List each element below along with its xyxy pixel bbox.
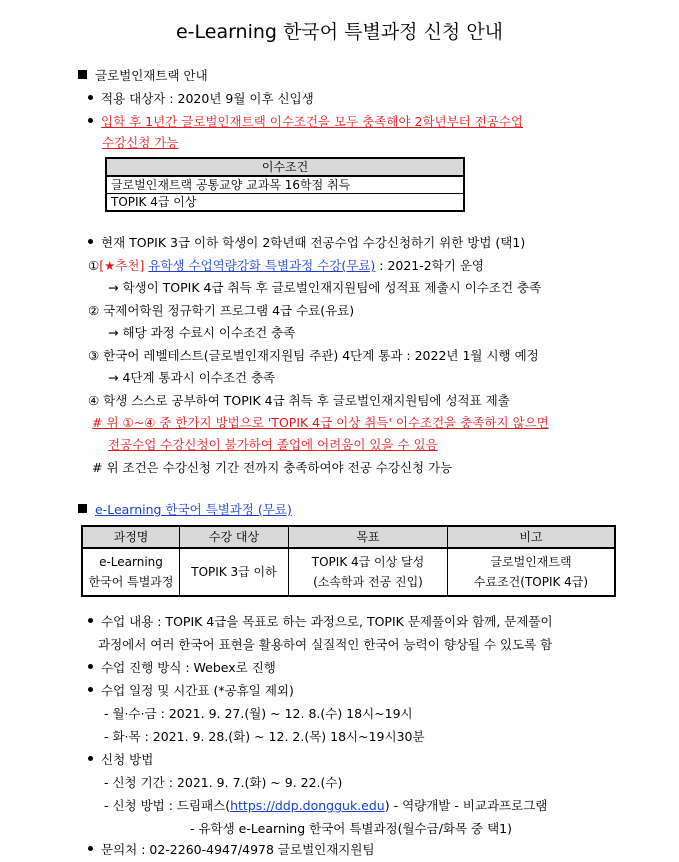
dreampath-link[interactable]: https://ddp.dongguk.edu xyxy=(230,798,385,813)
remark-line-1: 글로벌인재트랙 xyxy=(490,555,572,569)
course-name-1: e-Learning xyxy=(99,555,163,569)
apply-method-line-2: - 유학생 e-Learning 한국어 특별과정(월수금/화목 중 택1) xyxy=(190,821,513,836)
remark-cell xyxy=(448,548,616,596)
notice-text-1: 입학 후 1년간 글로벌인재트랙 이수조건을 모두 충족해야 2학년부터 전공수업 xyxy=(101,114,524,129)
warning-line-2: 전공수업 수강신청이 불가하여 졸업에 어려움이 있을 수 있음 xyxy=(108,437,438,452)
method-3: ③ 한국어 레벨테스트(글로벌인재지원팀 주관) 4단계 통과 : 2022년 1월 시행 예정 xyxy=(88,348,539,363)
method-text: 수업 진행 방식 : Webex로 진행 xyxy=(101,660,276,675)
bullet-icon xyxy=(88,664,93,669)
apply-method-suffix: ) - 역량개발 - 비교과프로그램 xyxy=(384,798,548,813)
content-line-2: 과정에서 여러 한국어 표현을 활용하여 실질적인 한국어 능력이 향상될 수 있도록 함 xyxy=(98,637,553,652)
bullet-icon xyxy=(88,95,93,100)
section2-heading-text: e-Learning 한국어 특별과정 (무료) xyxy=(95,502,292,517)
method-2-sub: → 해당 과정 수료시 이수조건 충족 xyxy=(108,325,296,340)
apply-period: - 신청 기간 : 2021. 9. 7.(화) ~ 9. 22.(수) xyxy=(104,775,343,790)
content-line-1 xyxy=(88,613,553,631)
recommend-tag: [★추천] xyxy=(99,258,145,273)
section1-heading xyxy=(78,67,208,85)
goal-line-1: TOPIK 4급 이상 달성 xyxy=(311,555,425,569)
contact-line xyxy=(88,841,375,859)
target-text: 적용 대상자 : 2020년 9월 이후 신입생 xyxy=(101,91,314,106)
course-header: 과정명 xyxy=(82,526,180,548)
warning-line-1: # 위 ①~④ 중 한가지 방법으로 'TOPIK 4급 이상 취득' 이수조건을 충족하지 않으면 xyxy=(92,415,549,430)
bullet-icon xyxy=(88,687,93,692)
goal-cell xyxy=(289,548,448,596)
method-1-sub: → 학생이 TOPIK 4급 취득 후 글로벌인재지원팀에 성적표 제출시 이수조건 충족 xyxy=(108,280,542,295)
bullet-icon xyxy=(88,118,93,123)
remark-header: 비고 xyxy=(448,526,616,548)
apply-title xyxy=(88,751,153,769)
goal-header: 목표 xyxy=(289,526,448,548)
method-3-sub: → 4단계 통과시 이수조건 충족 xyxy=(108,370,276,385)
schedule-line-1: - 월·수·금 : 2021. 9. 27.(월) ~ 12. 8.(수) 18시~19시 xyxy=(104,706,413,721)
remark-line-2: 수료조건(TOPIK 4급) xyxy=(473,575,589,589)
content-text-1: 수업 내용 : TOPIK 4급을 목표로 하는 과정으로, TOPIK 문제풀이와 함께, 문제풀이 xyxy=(101,614,553,629)
square-bullet-icon xyxy=(78,504,87,513)
methods-title-text: 현재 TOPIK 3급 이하 학생이 2학년때 전공수업 수강신청하기 위한 방법 (택1) xyxy=(101,235,526,250)
notice-line-1 xyxy=(88,113,523,131)
method-1-number: ① xyxy=(88,258,100,273)
bullet-icon xyxy=(88,756,93,761)
notice-line-2: 수강신청 가능 xyxy=(102,135,179,150)
section2-heading xyxy=(78,501,292,519)
bullet-icon xyxy=(88,239,93,244)
apply-method xyxy=(104,797,547,815)
condition-note: # 위 조건은 수강신청 기간 전까지 충족하여야 전공 수강신청 가능 xyxy=(92,460,453,475)
requirement-row: TOPIK 4급 이상 xyxy=(106,194,464,212)
method-1 xyxy=(88,257,484,275)
bullet-icon xyxy=(88,846,93,851)
method-1-rest: : 2021-2학기 운영 xyxy=(375,258,484,273)
apply-method-prefix: - 신청 방법 : 드림패스( xyxy=(104,798,231,813)
requirement-table-header: 이수조건 xyxy=(106,158,464,176)
contact-text: 문의처 : 02-2260-4947/4978 글로벌인재지원팀 xyxy=(101,842,375,857)
apply-title-text: 신청 방법 xyxy=(101,752,154,767)
section1-heading-text: 글로벌인재트랙 안내 xyxy=(95,68,208,83)
schedule-title xyxy=(88,682,294,700)
bullet-icon xyxy=(88,618,93,623)
page-title: e-Learning 한국어 특별과정 신청 안내 xyxy=(175,21,504,43)
schedule-line-2: - 화·목 : 2021. 9. 28.(화) ~ 12. 2.(목) 18시~19시30분 xyxy=(104,729,425,744)
method-line xyxy=(88,659,276,677)
requirement-row: 글로벌인재트랙 공통교양 교과목 16학점 취득 xyxy=(106,176,464,194)
requirement-table xyxy=(105,157,465,212)
method-4: ④ 학생 스스로 공부하여 TOPIK 4급 취득 후 글로벌인재지원팀에 성적표 제출 xyxy=(88,393,510,408)
method-2: ② 국제어학원 정규학기 프로그램 4급 수료(유료) xyxy=(88,303,355,318)
goal-line-2: (소속학과 전공 진입) xyxy=(313,575,423,589)
schedule-title-text: 수업 일정 및 시간표 (*공휴일 제외) xyxy=(101,683,294,698)
special-course-link[interactable]: 유학생 수업역량강화 특별과정 수강(무료) xyxy=(148,258,376,273)
target-header: 수강 대상 xyxy=(180,526,289,548)
course-name-2: 한국어 특별과정 xyxy=(88,575,174,589)
square-bullet-icon xyxy=(78,70,87,79)
course-cell xyxy=(82,548,180,596)
target-line xyxy=(88,90,314,108)
course-table xyxy=(81,525,616,597)
methods-title xyxy=(88,234,525,252)
target-cell: TOPIK 3급 이하 xyxy=(180,548,289,596)
